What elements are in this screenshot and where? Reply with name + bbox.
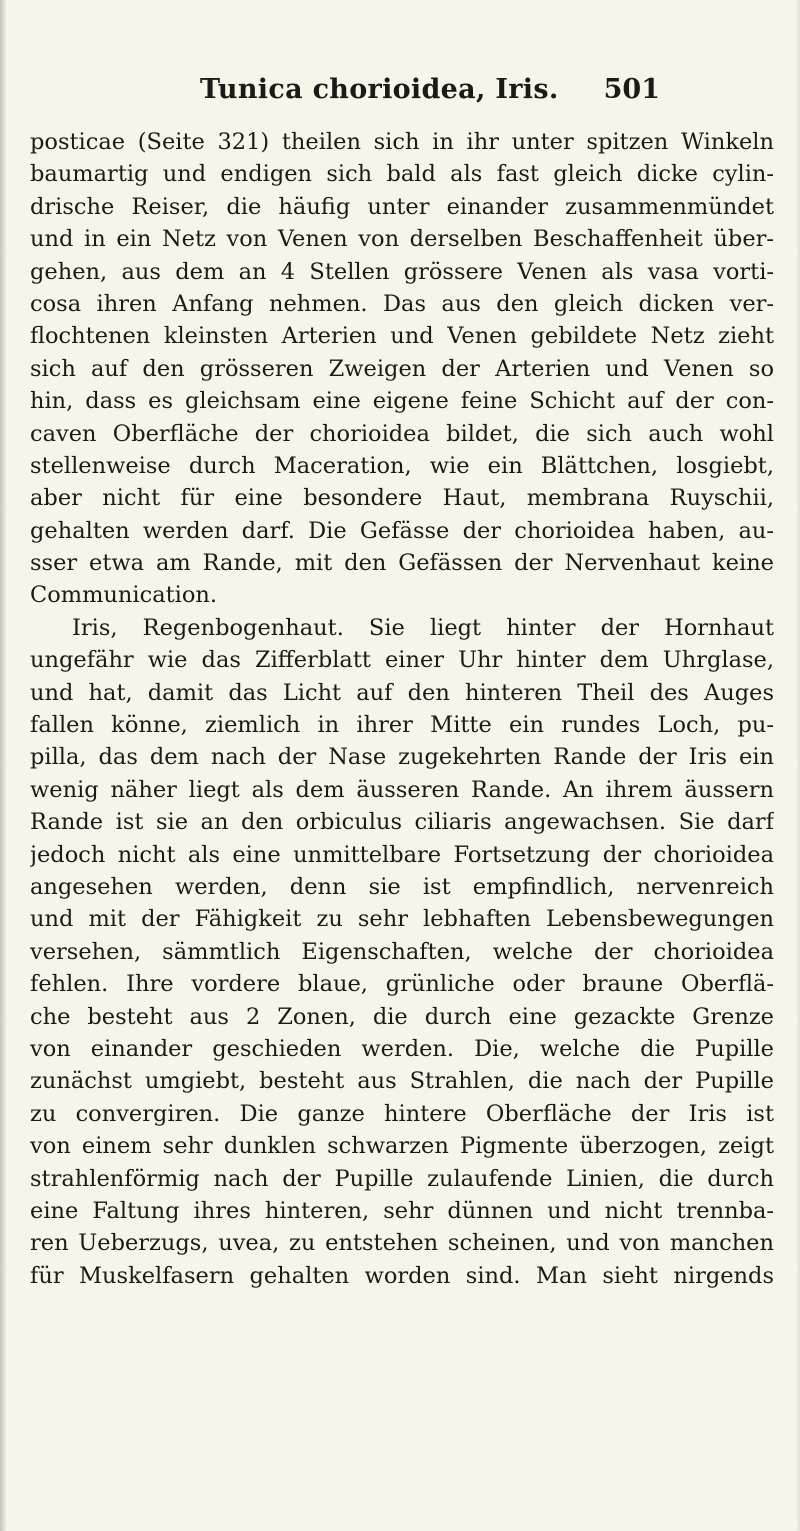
text-line: posticae (Seite 321) theilen sich in ihr unter spitzen Winkeln xyxy=(30,129,774,155)
text-line: hin, dass es gleichsam eine eigene feine Schicht auf der con- xyxy=(30,388,774,415)
text-line: pilla, das dem nach der Nase zugekehrten Rande der Iris ein xyxy=(30,744,774,771)
text-line: von einander geschieden werden. Die, welche die Pupille xyxy=(30,1035,774,1062)
page-number: 501 xyxy=(603,74,660,105)
text-line: und hat, damit das Licht auf den hinteren Theil des Auges xyxy=(30,679,774,706)
text-line: von einem sehr dunklen schwarzen Pigmente überzogen, zeigt xyxy=(30,1133,774,1160)
text-line: Communication. xyxy=(30,582,218,609)
running-header xyxy=(200,74,660,114)
page-right-edge xyxy=(796,0,800,1531)
text-line: eine Faltung ihres hinteren, sehr dünnen und nicht trennba- xyxy=(30,1197,774,1224)
text-line: sich auf den grösseren Zweigen der Arterien und Venen so xyxy=(30,355,774,382)
running-header-title: Tunica chorioidea, Iris. xyxy=(200,74,559,105)
text-line: flochtenen kleinsten Arterien und Venen gebildete Netz zieht xyxy=(30,323,774,350)
text-line: sser etwa am Rande, mit den Gefässen der Nervenhaut keine xyxy=(30,550,774,577)
text-line: stellenweise durch Maceration, wie ein Blättchen, losgiebt, xyxy=(30,452,774,479)
text-line: fallen könne, ziemlich in ihrer Mitte ein rundes Loch, pu- xyxy=(30,712,774,739)
text-line: zunächst umgiebt, besteht aus Strahlen, die nach der Pupille xyxy=(30,1068,774,1095)
text-line: aber nicht für eine besondere Haut, membrana Ruyschii, xyxy=(30,485,774,512)
section-heading-line: Iris, Regenbogenhaut. Sie liegt hinter der Hornhaut xyxy=(72,614,774,641)
text-line: versehen, sämmtlich Eigenschaften, welche der chorioidea xyxy=(30,938,774,965)
text-line: gehalten werden darf. Die Gefässe der chorioidea haben, au- xyxy=(30,517,774,544)
text-line: ungefähr wie das Zifferblatt einer Uhr hinter dem Uhrglase, xyxy=(30,647,774,674)
text-line: und mit der Fähigkeit zu sehr lebhaften Lebensbewegungen xyxy=(30,906,774,933)
text-line: angesehen werden, denn sie ist empfindlich, nervenreich xyxy=(30,873,774,900)
page-binding-edge xyxy=(0,0,6,1531)
text-line: jedoch nicht als eine unmittelbare Fortsetzung der chorioidea xyxy=(30,841,774,868)
text-line: und in ein Netz von Venen von derselben Beschaffenheit über- xyxy=(30,226,774,253)
text-line: Rande ist sie an den orbiculus ciliaris angewachsen. Sie darf xyxy=(30,809,774,836)
text-line: gehen, aus dem an 4 Stellen grössere Venen als vasa vorti- xyxy=(30,258,774,285)
text-line: ren Ueberzugs, uvea, zu entstehen scheinen, und von manchen xyxy=(30,1230,774,1257)
text-line: baumartig und endigen sich bald als fast gleich dicke cylin- xyxy=(30,161,774,188)
text-line: wenig näher liegt als dem äusseren Rande. An ihrem äussern xyxy=(30,776,774,803)
text-line: zu convergiren. Die ganze hintere Oberfläche der Iris ist xyxy=(30,1100,774,1127)
text-line: strahlenförmig nach der Pupille zulaufende Linien, die durch xyxy=(30,1165,774,1192)
text-line: che besteht aus 2 Zonen, die durch eine gezackte Grenze xyxy=(30,1003,774,1030)
body-text xyxy=(30,126,774,1292)
text-line: caven Oberfläche der chorioidea bildet, die sich auch wohl xyxy=(30,420,774,447)
text-line: fehlen. Ihre vordere blaue, grünliche oder braune Oberflä- xyxy=(30,971,774,998)
text-line: drische Reiser, die häufig unter einander zusammenmündet xyxy=(30,193,774,220)
text-line: cosa ihren Anfang nehmen. Das aus den gleich dicken ver- xyxy=(30,290,774,317)
text-line: für Muskelfasern gehalten worden sind. Man sieht nirgends xyxy=(30,1262,774,1289)
